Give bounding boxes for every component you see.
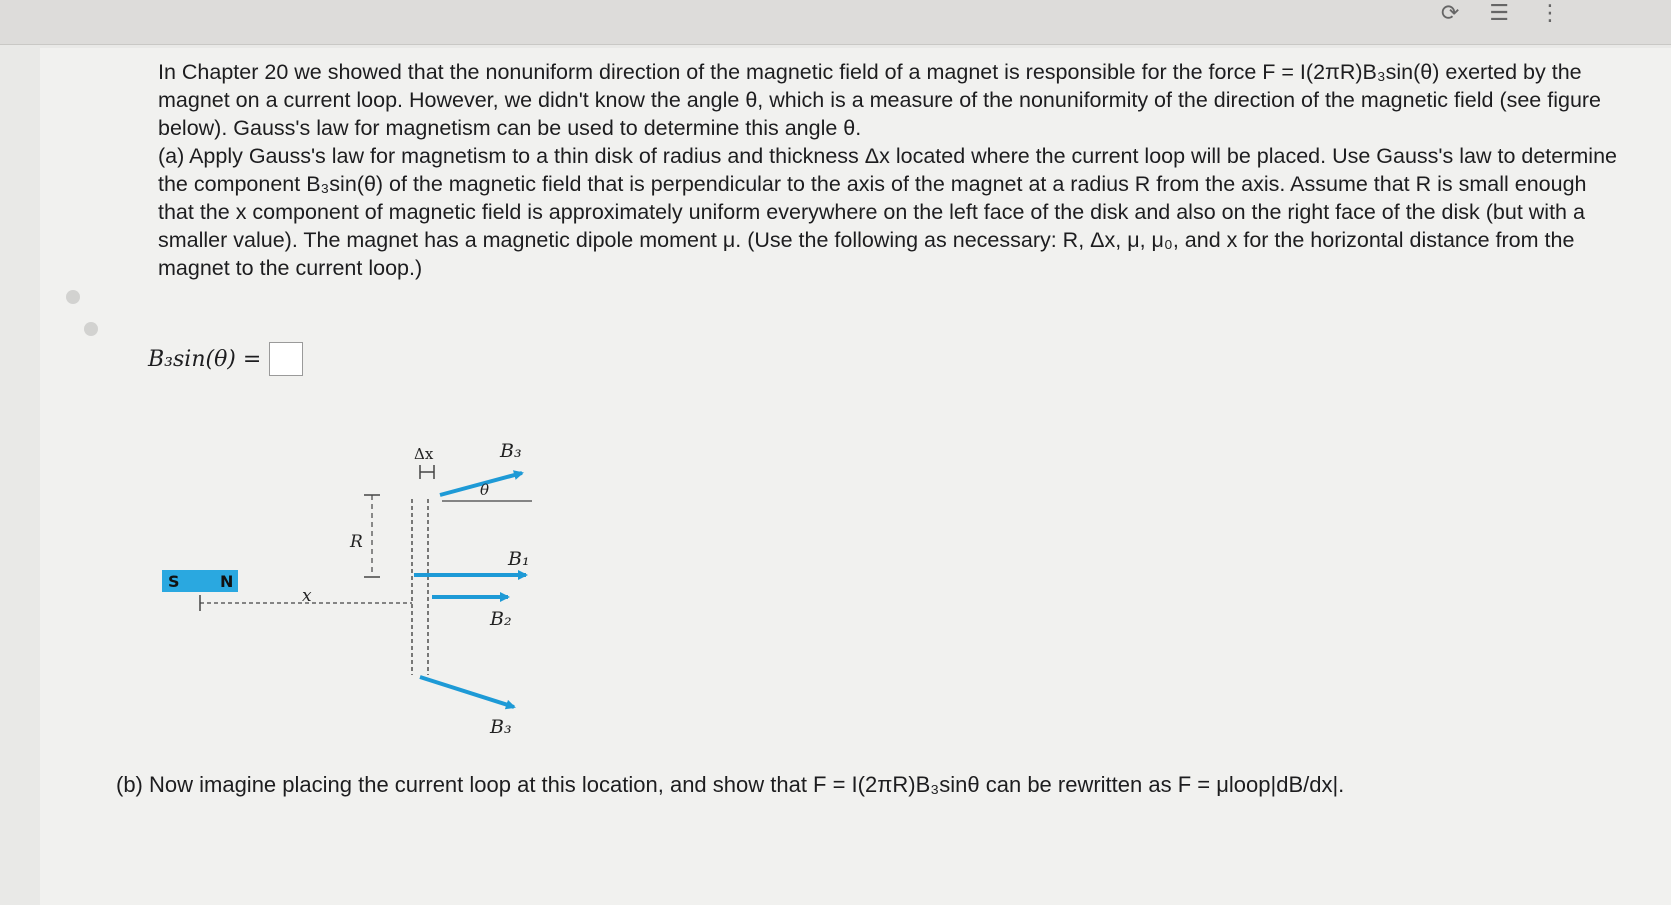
list-icon[interactable]: ☰ [1489,0,1539,25]
question-part-a: (a) Apply Gauss's law for magnetism to a thin disk of radius and thickness Δx located where the current loop will be placed. Use Gauss's law to determine the component B₃sin(θ) of the magnetic field that is perpendicular to the axis of the magnet at a radius R from the axis. Assume that R is small enough that the x component of magnetic field is approximately uniform everywhere on the left face of the disk and also on the right face of the disk (but with a smaller value). The magnet has a magnetic dipole moment μ. (Use the following as necessary: R, Δx, μ, μ₀, and x for the horizontal distance from the magnet to the current loop.) [158,144,1617,280]
r-label: R [350,532,363,552]
more-icon[interactable]: ⋮ [1539,0,1591,25]
browser-top-strip [0,0,1671,45]
answer-input[interactable] [269,342,303,376]
magnet-n-label: N [220,572,234,591]
dx-label: Δx [414,445,434,463]
question-text [158,58,1628,282]
toolbar-icons [1441,0,1591,26]
magnet-s-label: S [168,572,180,591]
b3-top-label: B₃ [500,440,522,462]
answer-row [148,342,303,376]
question-intro: In Chapter 20 we showed that the nonuniform direction of the magnetic field of a magnet is responsible for the force F = I(2πR)B₃sin(θ) exerted by the magnet on a current loop. However, we didn't know the angle θ, which is a measure of the nonuniformity of the direction of the magnetic field (see figure below). Gauss's law for magnetism can be used to determine this angle θ. [158,60,1602,140]
answer-label: B₃sin(θ) = [148,346,262,372]
theta-label: θ [480,481,490,499]
rotate-icon[interactable]: ⟳ [1440,0,1490,25]
side-marker-icon [66,290,80,304]
question-part-b: (b) Now imagine placing the current loop at this location, and show that F = I(2πR)B₃sinθ can be rewritten as F = μloop|dB/dx|. [116,772,1345,797]
x-label: x [302,586,312,606]
b3-bottom-arrow [420,677,514,707]
magnet-loop-figure [150,435,570,745]
b2-label: B₂ [490,608,512,630]
b1-label: B₁ [508,548,530,570]
b3-bottom-label: B₃ [490,716,512,738]
side-marker-icon [84,322,98,336]
